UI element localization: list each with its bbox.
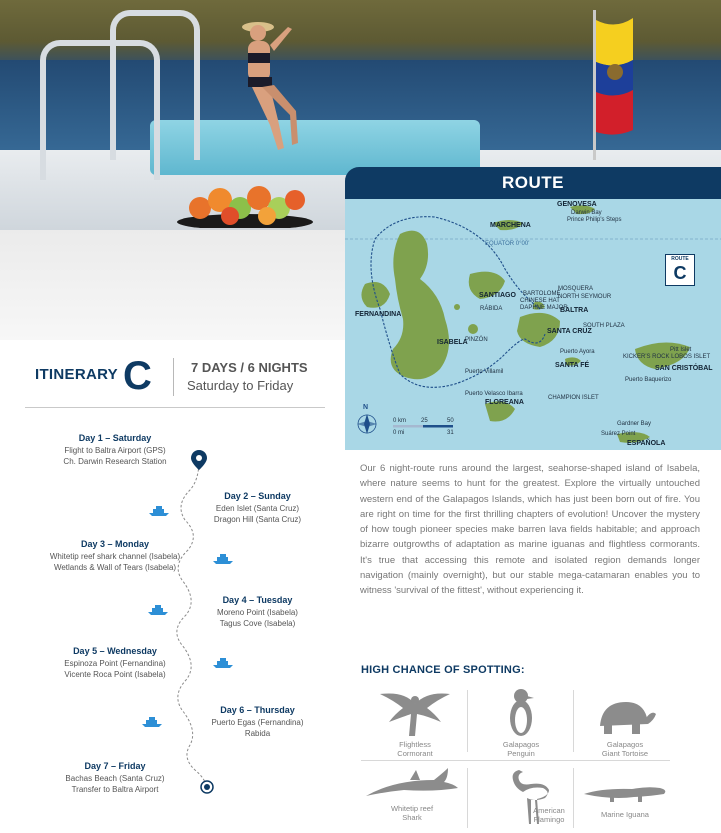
day-2 (190, 490, 325, 525)
hero-railing-2 (110, 10, 200, 160)
day-activity: Eden Islet (Santa Cruz) (215, 504, 300, 513)
animal-label: American (533, 806, 565, 815)
ship-icon (148, 505, 170, 517)
day-activity: Ch. Darwin Research Station (63, 457, 167, 466)
map-label-genovesa: GENOVESA (557, 201, 597, 208)
day-title: Day 6 – Thursday (220, 705, 295, 715)
hero-person (230, 15, 300, 155)
map-label-baltra: BALTRA (560, 307, 589, 314)
map-label-scale-50: 50 (447, 418, 454, 424)
hero-flag (585, 10, 635, 160)
day-activity: Moreno Point (Isabela) (217, 608, 298, 617)
map-label-north: N (363, 404, 369, 411)
hero-fade-band (0, 230, 345, 340)
map-label-kickers-rock: KICKER'S ROCK LOBOS ISLET (623, 354, 711, 360)
map-label-puerto-ayora: Puerto Ayora (560, 349, 595, 355)
tortoise-icon (592, 694, 658, 738)
animal-shark (362, 766, 462, 822)
map-label-pitt: Pitt Islet (670, 347, 692, 353)
spotting-title: HIGH CHANCE OF SPOTTING: (361, 664, 525, 676)
animal-tortoise (582, 694, 668, 758)
island-pinzon (468, 324, 478, 334)
ship-icon (147, 604, 169, 616)
compass-icon (357, 414, 377, 434)
route-badge-letter: C (673, 263, 687, 283)
itinerary-header (25, 350, 325, 406)
day-activity: Wetlands & Wall of Tears (Isabela) (53, 563, 177, 572)
end-point-icon (200, 780, 214, 794)
map-label-bartolome: BARTOLOMÉ (523, 291, 561, 297)
map-label-suarez-point: Suárez Point (601, 431, 636, 437)
map-label-espanola: ESPAÑOLA (627, 440, 666, 447)
map-label-darwin-bay: Darwin Bay (571, 210, 602, 216)
animal-label: Cormorant (397, 749, 433, 758)
day-activity: Vicente Roca Point (Isabela) (64, 670, 166, 679)
animal-label: Giant Tortoise (601, 749, 649, 758)
day-title: Day 7 – Friday (84, 761, 146, 771)
grid-divider (573, 690, 574, 752)
map-label-pinzon: PINZÓN (465, 337, 488, 343)
map-label-san-cristobal: SAN CRISTÓBAL (655, 365, 713, 372)
animal-label: Galapagos (606, 740, 644, 749)
map-label-santa-fe: SANTA FÉ (555, 362, 590, 369)
map-label-santiago: SANTIAGO (479, 292, 516, 299)
animal-label: Penguin (507, 749, 535, 758)
itinerary-rule (25, 407, 325, 408)
day-activity: Transfer to Baltra Airport (71, 785, 159, 794)
island-rabida (454, 304, 460, 310)
cormorant-icon (375, 686, 455, 738)
animal-flamingo (476, 766, 586, 833)
map-label-champion: CHAMPION ISLET (548, 395, 599, 401)
day-3 (30, 538, 200, 573)
grid-divider (467, 768, 468, 828)
ship-icon (141, 716, 163, 728)
animal-label: Galapagos (502, 740, 540, 749)
map-label-scale-km: 0 km (393, 418, 407, 424)
day-activity: Flight to Baltra Airport (GPS) (64, 446, 166, 455)
map-label-puerto-baquerizo: Puerto Baquerizo (625, 377, 672, 383)
animal-label: Flightless (399, 740, 431, 749)
animal-iguana (580, 780, 670, 819)
hero-fruit-basket (175, 178, 315, 228)
itinerary-duration: 7 DAYS / 6 NIGHTS (191, 360, 308, 375)
map-label-puerto-villamil: Puerto Villamil (465, 369, 504, 375)
day-title: Day 4 – Tuesday (222, 595, 293, 605)
day-activity: Whitetip reef shark channel (Isabela) (49, 552, 181, 561)
day-7 (40, 760, 190, 795)
map-label-chinese-hat: CHINESE HAT (520, 298, 560, 304)
map-label-prince-philips: Prince Philip's Steps (567, 217, 622, 223)
map-label-scale-31: 31 (447, 430, 454, 436)
grid-divider (467, 690, 468, 752)
animal-label: Marine Iguana (601, 810, 649, 819)
day-activity: Bachas Beach (Santa Cruz) (65, 774, 165, 783)
map-label-puerto-velasco: Puerto Velasco Ibarra (465, 391, 523, 397)
map-label-isabela: ISABELA (437, 339, 468, 346)
day-activity: Espinoza Point (Fernandina) (64, 659, 166, 668)
map-label-rabida: RÁBIDA (480, 306, 503, 312)
day-title: Day 5 – Wednesday (73, 646, 157, 656)
ship-icon (212, 553, 234, 565)
day-5 (40, 645, 190, 680)
iguana-icon (582, 780, 668, 804)
route-badge-label: ROUTE (671, 256, 689, 262)
animal-label: Flamingo (533, 815, 565, 824)
map-label-santa-cruz: SANTA CRUZ (547, 328, 592, 335)
map-label-equator: EQUATOR 0°00' (485, 241, 530, 247)
itinerary-label: ITINERARY (35, 366, 118, 383)
start-pin-icon (190, 449, 208, 471)
island-fernandina (361, 282, 390, 308)
route-title: ROUTE (502, 173, 564, 192)
map-label-floreana: FLOREANA (485, 399, 524, 406)
route-map (345, 199, 721, 450)
map-label-scale-25: 25 (421, 418, 428, 424)
itinerary-schedule: Saturday to Friday (187, 378, 294, 393)
route-description: Our 6 night-route runs around the largest, seahorse-shaped island of Isabela, where nature seems to hunt for the greatest. Explore the virtually untouched western end of the Galapagos Islands, which has just been born out of fire. You are right on time for the first thrilling chapters of evolution! Uncover the mystery of how tough pioneer species make barren lava fields habitable; and approach bizarre outgrowths of adaptation as marine iguanas and flightless cormorants. It's true that accessing this remote and isolated region demands longer navigation (mainly overnight), but our stable mega-catamaran enables you to witness 'survival of the fittest', without experiencing it. (360, 463, 700, 597)
penguin-icon (501, 686, 541, 738)
day-title: Day 3 – Monday (80, 539, 150, 549)
map-label-daphne: DAPHNE MAJOR (520, 305, 568, 311)
day-activity: Dragon Hill (Santa Cruz) (213, 515, 302, 524)
map-label-gardner-bay: Gardner Bay (617, 421, 652, 427)
animal-label: Whitetip reef (390, 804, 434, 813)
animal-label: Shark (402, 813, 422, 822)
map-label-scale-mi: 0 mi (393, 430, 405, 436)
map-label-north-seymour: NORTH SEYMOUR (558, 294, 612, 300)
itinerary-divider (173, 358, 174, 396)
itinerary-letter: C (123, 354, 152, 398)
grid-divider (361, 760, 670, 761)
ship-icon (212, 657, 234, 669)
map-label-south-plaza: SOUTH PLAZA (583, 323, 625, 329)
day-6 (190, 704, 325, 739)
route-panel (345, 167, 721, 450)
route-badge (665, 254, 695, 286)
day-1 (40, 432, 190, 467)
day-4 (190, 594, 325, 629)
shark-icon (364, 766, 460, 802)
map-label-marchena: MARCHENA (490, 222, 531, 229)
day-title: Day 2 – Sunday (224, 491, 291, 501)
day-activity: Tagus Cove (Isabela) (219, 619, 296, 628)
island-isabela (391, 231, 449, 380)
day-title: Day 1 – Saturday (78, 433, 152, 443)
map-graphic (345, 199, 721, 450)
map-label-fernandina: FERNANDINA (355, 311, 402, 318)
animal-cormorant (372, 686, 458, 758)
day-activity: Rabida (244, 729, 271, 738)
animal-penguin (478, 686, 564, 758)
map-label-mosquera: MOSQUERA (558, 286, 594, 292)
day-activity: Puerto Egas (Fernandina) (211, 718, 304, 727)
